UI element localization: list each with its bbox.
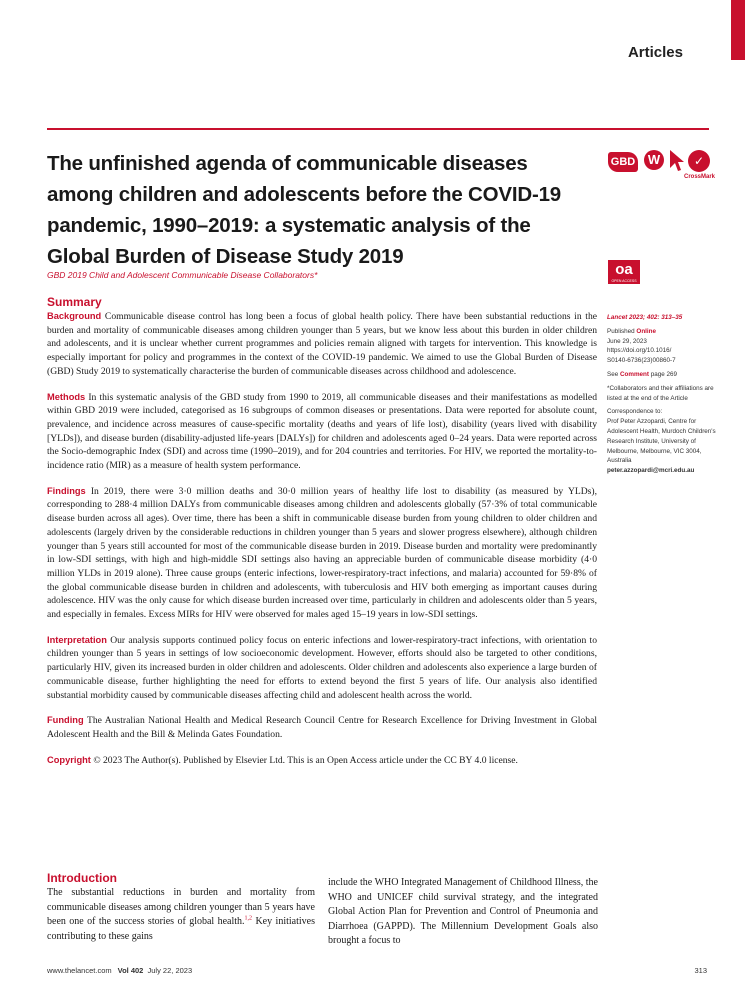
section-label-findings: Findings [47, 485, 86, 496]
summary-methods [47, 391, 597, 473]
summary-findings [47, 485, 597, 622]
doi-link-line1[interactable]: https://doi.org/10.1016/ [607, 347, 672, 355]
summary-funding [47, 714, 597, 741]
section-label-funding: Funding [47, 715, 84, 726]
cursor-icon [668, 148, 686, 174]
intro-left-text-cont: Key initiatives contributing to these gains [47, 916, 315, 942]
reference-superscript[interactable]: 1,2 [244, 915, 253, 922]
publish-date: June 29, 2023 [607, 337, 647, 345]
background-text: Communicable disease control has long been a focus of global health policy. There have been substantial reductions in the burden and mortality of communicable diseases among children younger than 5 years, but we know less about this burden in older children and adolescents, and it is unclear whether current programmes and policies remain aligned with targets for intervention. This knowledge is especially important for policy and programmes in the context of the COVID-19 pandemic. We aimed to use the Global Burden of Disease (GBD) Study 2019 to systematically characterise the burden of communicable diseases across childhood and adolescence. [47, 311, 597, 377]
author-line[interactable]: GBD 2019 Child and Adolescent Communicable Disease Collaborators* [47, 270, 318, 280]
w-badge[interactable]: W [644, 150, 664, 170]
methods-text: In this systematic analysis of the GBD study from 1990 to 2019, all communicable diseases and their manifestations as modelled within GBD 2019 were included, categorised as 16 subgroups of common diseases or presentations. Data were reported for absolute count, prevalence, and incidence across measures of cause-specific mortality (deaths and years of life lost), disability (years lived with disability [YLDs]), and disease burden (disability-adjusted life-years [DALYs]) for children and adolescents aged 0–24 years. Data were reported across the Socio-demographic Index (SDI) and across time (1990–2019), and for 204 countries and territories. For HIV, we reported the mortality-to-incidence ratio (MIR) as a measure of health system performance. [47, 391, 597, 472]
footer-journal-info [47, 966, 192, 975]
collaborators-note: *Collaborators and their affiliations are listed at the end of the Article [607, 384, 714, 402]
section-label-interpretation: Interpretation [47, 634, 107, 645]
section-label-methods: Methods [47, 391, 86, 402]
funding-text: The Australian National Health and Medical Research Council Centre for Research Excellence for Driving Investment in Global Adolescent Health and the Bill & Melinda Gates Foundation. [47, 715, 597, 740]
crossmark-icon[interactable]: ✓ [688, 150, 710, 172]
summary-heading: Summary [47, 295, 102, 309]
article-sidebar [607, 313, 717, 480]
copyright-text: © 2023 The Author(s). Published by Elsevier Ltd. This is an Open Access article under the CC BY 4.0 license. [93, 754, 518, 766]
intro-column-right: include the WHO Integrated Management of Childhood Illness, the WHO and UNICEF child survival strategy, and the integrated Global Action Plan for Prevention and Control of Pneumonia and Diarrhoea (GAPPD). The Millennium Development Goals also brought a focus to [328, 877, 598, 946]
intro-left-text: The substantial reductions in burden and mortality from communicable diseases among children younger than 5 years have been one of the success stories of global health. [47, 887, 315, 927]
correspondence-label: Correspondence to: [607, 408, 663, 416]
gbd-badge[interactable]: GBD [608, 152, 638, 172]
footer-volume: Vol 402 [117, 966, 144, 975]
summary-copyright [47, 754, 597, 768]
email-link[interactable]: peter.azzopardi@mcri.edu.au [607, 467, 695, 475]
page-number: 313 [694, 966, 707, 975]
article-badges [608, 150, 718, 182]
footer-date: July 22, 2023 [147, 966, 193, 975]
oa-logo-subtext: OPEN ACCESS [611, 279, 637, 283]
header-rule [47, 128, 709, 130]
online-label: Online [636, 327, 657, 335]
doi-link-line2[interactable]: S0140-6736(23)00860-7 [607, 357, 676, 365]
introduction-heading: Introduction [47, 871, 117, 885]
findings-text: In 2019, there were 3·0 million deaths and 30·0 million years of healthy life lost to disability (as measured by YLDs), corresponding to 288·4 million DALYs from communicable diseases among children and adolescents globally (57·3% of total communicable disease burden across all ages). Over time, there has been a shift in communicable disease burden from young children to older children and adolescents (largely driven by the considerable reductions in children younger than 5 years and slower progress elsewhere), although children younger than 5 years still accounted for most of the communicable disease burden in 2019. Disease burden and mortality were predominantly in low-SDI settings, with high and high-middle SDI settings also having an appreciable burden of communicable disease morbidity (4·0 million YLDs in 2019 alone). Three cause groups (enteric infections, lower-respiratory-tract infections, and malaria) accounted for 59·8% of the global communicable disease burden in children and adolescents, with tuberculosis and HIV both emerging as important causes during adolescence. HIV was the only cause for which disease burden increased over time, particularly in children and adolescents older than 5 years, and especially in females. Excess MIRs for HIV were observed for males aged 15–19 years in low-SDI settings. [47, 485, 597, 621]
article-title: The unfinished agenda of communicable diseases among children and adolescents before the COVID-19 pandemic, 1990–2019: a systematic analysis of the Global Burden of Disease Study 2019 [47, 152, 562, 268]
section-color-tab [731, 0, 745, 60]
citation-text: Lancet 2023; 402: 313–35 [607, 314, 683, 321]
section-label-background: Background [47, 311, 102, 321]
summary-background [47, 310, 597, 379]
crossmark-label: CrossMark [684, 174, 716, 180]
summary-interpretation [47, 634, 597, 703]
oa-logo-text: oa [615, 261, 633, 278]
intro-column-left [47, 886, 315, 944]
comment-link[interactable]: Comment [619, 370, 650, 378]
correspondence-address: Prof Peter Azzopardi, Centre for Adolescent Health, Murdoch Children's Research Institute, University of Melbourne, Melbourne, VIC 3004, Australia [607, 418, 716, 465]
comment-page: page 269 [650, 370, 678, 378]
summary-block [47, 295, 597, 767]
section-label: Articles [627, 44, 683, 61]
footer-site[interactable]: www.thelancet.com [47, 966, 112, 975]
published-label: Published [607, 327, 635, 335]
interpretation-text: Our analysis supports continued policy focus on enteric infections and lower-respiratory-tract infections, with orientation to children younger than 5 years in settings of low socioeconomic development. However, efforts should also be targeted to other conditions, particularly HIV, given its increased burden in older children and adolescents. Older children and adolescents also experience a large burden of communicable disease, further highlighting the need for efforts to extend beyond the first 5 years of life. Our analysis also identified substantial morbidity caused by communicable diseases affecting child and adolescent health across the world. [47, 634, 597, 701]
see-label: See [607, 370, 619, 378]
open-access-logo [608, 260, 640, 284]
section-label-copyright: Copyright [47, 754, 91, 765]
